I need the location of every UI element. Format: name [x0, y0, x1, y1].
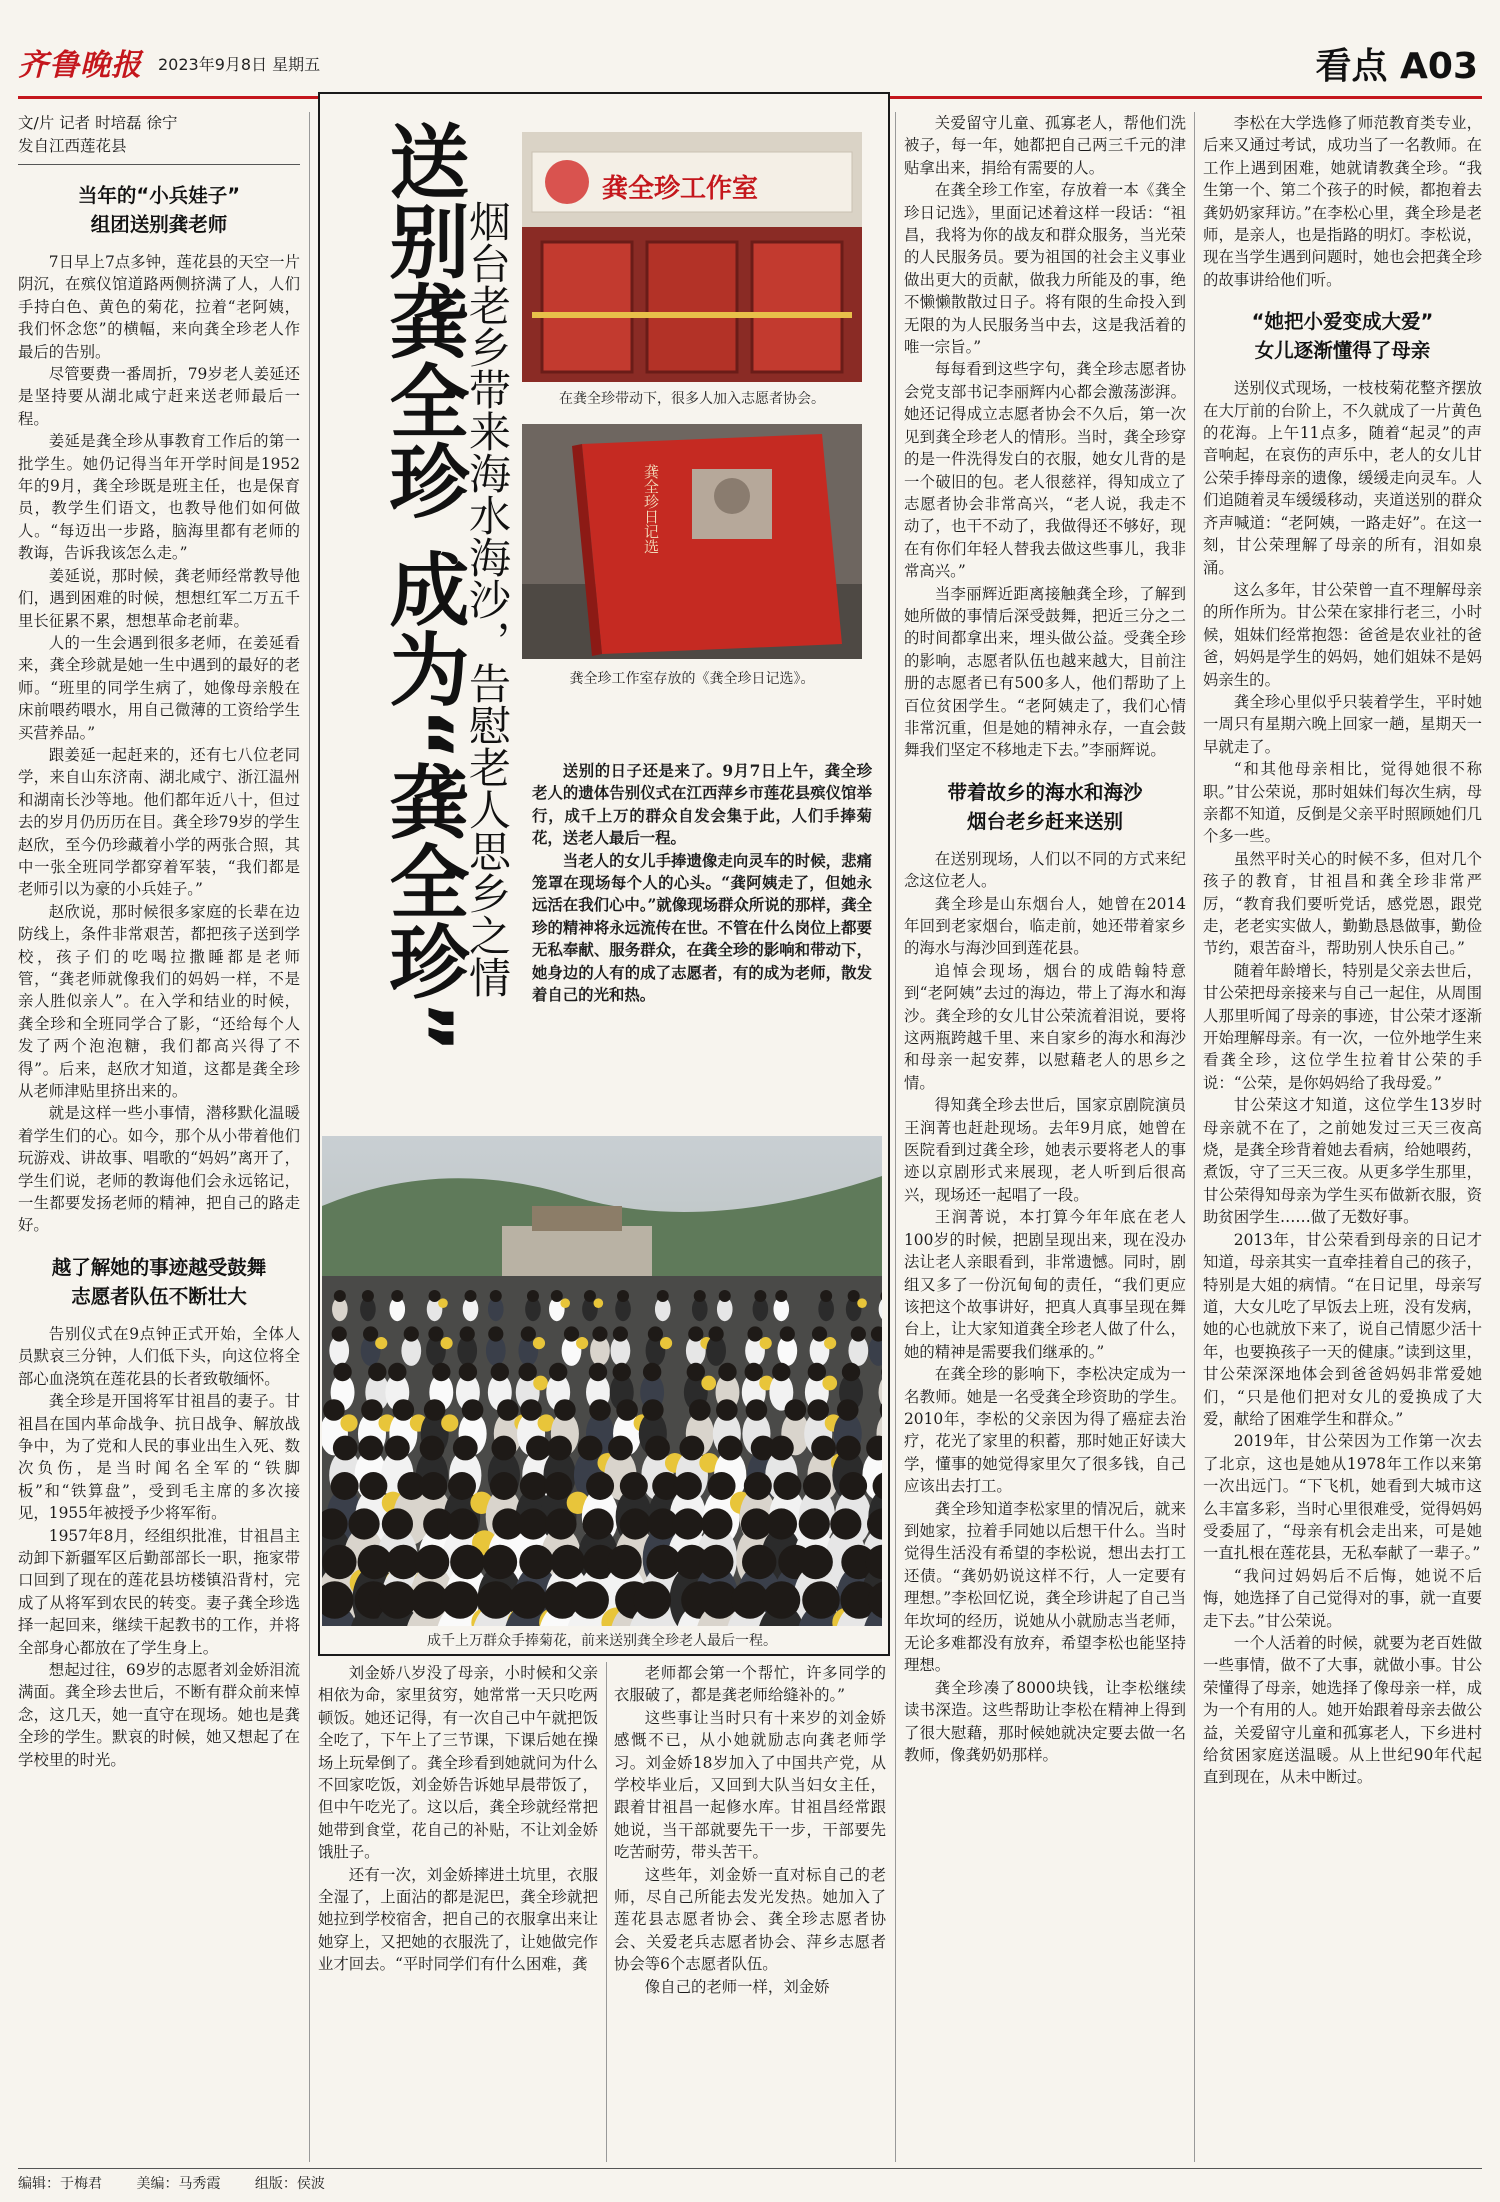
crowd-head — [334, 1290, 346, 1302]
crowd-head — [837, 1399, 859, 1421]
crowd-head — [332, 1326, 347, 1341]
photo-workroom — [522, 132, 862, 382]
layout-credit: 组版：侯波 — [254, 2176, 325, 2192]
paragraph: 这么多年，甘公荣曾一直不理解母亲的所作所为。甘公荣在家排行老三，小时候，姐妹们经常抱怨：爸爸是农业社的爸爸，妈妈是学生的妈妈，她们姐妹不是妈妈亲生的。 — [1203, 580, 1482, 689]
chrysanthemum — [857, 1298, 867, 1308]
crowd-head — [582, 1508, 613, 1539]
crowd-head — [775, 1290, 787, 1302]
crowd-head — [359, 1472, 387, 1500]
paragraph: 2019年，甘公荣因为工作第一次去了北京，这也是她从1978年工作以来第一次出远门。“下飞机，她看到大城市这么丰富多彩，当时心里很难受，觉得妈妈受委屈了，“母亲有机会走出来，可是她一直扎根在莲花县，无私奉献了一辈子。” — [1203, 1432, 1482, 1563]
crowd-head — [694, 1290, 706, 1302]
crowd-head — [718, 1363, 736, 1381]
crowd-head — [448, 1472, 476, 1500]
paragraph: 得知龚全珍去世后，国家京剧院演员王润菁也赶赴现场。去年9月底，她曾在医院看到过龚全珍，她表示要将老人的事迹以京剧形式来展现，老人听到后很高兴，现场还一起唱了一段。 — [904, 1096, 1186, 1204]
paragraph: 2013年，甘公荣看到母亲的日记才知道，母亲其实一直牵挂着自己的孩子，特别是大姐的病情。“在日记里，母亲写道，大女儿吃了早饭去上班，没有发病，她的心也就放下来了，说自己情愿少活十年，也要换孩子一天的健康。”读到这里，甘公荣深深地体会到爸爸妈妈非常爱她们，“只是他们把对女儿的爱换成了大爱，献给了困难学生和群众。” — [1203, 1230, 1482, 1428]
editor-credit: 编辑：于梅君 — [18, 2176, 102, 2192]
column-divider — [309, 112, 310, 2162]
crowd-head — [361, 1399, 383, 1421]
crowd-head — [589, 1399, 611, 1421]
crowd-head — [803, 1472, 831, 1500]
crowd-head — [547, 1436, 572, 1461]
subheading-3: 带着故乡的海水和海沙 烟台老乡赶来送别 — [947, 780, 1143, 833]
crowd-head — [322, 1545, 356, 1579]
crowd-head — [348, 1508, 379, 1539]
paragraph: 龚全珍知道李松家里的情况后，就来到她家，拉着手同她以后想干什么。当时觉得生活没有希望的李松说，想出去打工还债。“龚奶奶说这样不行，人一定要有理想。”李松回忆说，龚全珍讲起了自己当年坎坷的经历，说她从小就励志当老师，无论多难都没有放弃，希望李松也能坚持理想。 — [904, 1499, 1186, 1675]
col1-a-paragraphs — [18, 251, 300, 1237]
crowd-head — [620, 1508, 651, 1539]
crowd-head — [527, 1290, 539, 1302]
paragraph: 追悼会现场，烟台的成皓翰特意到“老阿姨”去过的海边，带上了海水和海沙。龚全珍的女儿甘公荣流着泪说，要将这两瓶跨越千里、来自家乡的海水和海沙和母亲一起安葬，以慰藉老人的思乡之情。 — [904, 961, 1186, 1092]
chrysanthemum — [824, 1337, 836, 1349]
byline: 文/片 记者 时培磊 徐宁 发自江西莲花县 — [18, 112, 300, 165]
subheading-1: 当年的“小兵娃子” 组团送别龚老师 — [77, 184, 241, 236]
crowd-head — [441, 1581, 479, 1619]
crowd-head — [368, 1363, 386, 1381]
crowd-head — [526, 1436, 551, 1461]
page-footer — [18, 2168, 1482, 2193]
paragraph: 就是这样一些小事情，潜移默化温暖着学生们的心。如今，那个从小带着他们玩游戏、讲故事、唱歌的“妈妈”离开了，学生们说，老师的教诲他们会永远铭记，一生都要发扬老师的精神，把自己的路走好。 — [18, 1104, 300, 1235]
crowd-head — [836, 1436, 861, 1461]
col5-b-paragraphs — [1203, 377, 1482, 1789]
crowd-head — [839, 1472, 867, 1500]
crowd-head — [491, 1436, 516, 1461]
crowd-head — [589, 1363, 607, 1381]
crowd-head — [772, 1363, 790, 1381]
paragraph: 甘公荣这才知道，这位学生13岁时母亲就不在了，之前她发过三天三夜高烧，是龚全珍背着她去看病，给她喂药，煮饭，守了三天三夜。从更多学生那里，甘公荣得知母亲为学生买布做新衣服，资助贫困学生……做了无数好事。 — [1203, 1096, 1482, 1227]
photo-caption-3: 成千上万群众手捧菊花，前来送别龚全珍老人最后一程。 — [427, 1633, 777, 1649]
newspaper-logo: 齐鲁晚报 — [18, 48, 142, 83]
crowd-head — [453, 1436, 478, 1461]
paragraph: 人的一生会遇到很多老师，在姜延看来，龚全珍就是她一生中遇到的最好的老师。“班里的同学生病了，她像母亲般在床前喂药喂水，用自己微薄的工资给学生买营养品。” — [18, 633, 300, 742]
crowd-head — [391, 1290, 403, 1302]
crowd-head — [519, 1545, 553, 1579]
crowd-head — [716, 1399, 738, 1421]
paragraph: 龚全珍是开国将军甘祖昌的妻子。甘祖昌在国内革命战争、抗日战争、解放战争中，为了党和人民的事业出生入死、数次负伤，是当时闻名全军的“铁脚板”和“铁算盘”，受到毛主席的多次接见，1955年被授予少将军衔。 — [18, 1392, 300, 1523]
photo-caption-1: 在龚全珍带动下，很多人加入志愿者协会。 — [559, 391, 825, 407]
crowd-head — [432, 1363, 450, 1381]
paragraph: 在送别现场，人们以不同的方式来纪念这位老人。 — [904, 849, 1186, 891]
crowd-head — [830, 1508, 861, 1539]
crowd-head — [592, 1326, 607, 1341]
crowd-head — [550, 1545, 584, 1579]
crowd-head — [613, 1326, 628, 1341]
chrysanthemum — [375, 1337, 387, 1349]
paragraph: 当老人的女儿手捧遗像走向灵车的时候，悲痛笼罩在现场每个人的心头。“龚阿姨走了，但她永远活在我们心中。”就像现场群众所说的那样，龚全珍的精神将永远流传在世。不管在什么岗位上都要无私奉献、服务群众，在龚全珍的影响和带动下，她身边的人有的成了志愿者，有的成为老师，散发着自己的光和热。 — [532, 851, 872, 1005]
chrysanthemum — [760, 1337, 772, 1349]
crowd-head — [586, 1472, 614, 1500]
crowd-head — [518, 1363, 536, 1381]
crowd-head — [648, 1326, 663, 1341]
crowd-head — [571, 1581, 609, 1619]
crowd-head — [450, 1545, 484, 1579]
paragraph: 送别的日子还是来了。9月7日上午，龚全珍老人的遗体告别仪式在江西萍乡市莲花县殡仪馆举行，成千上万的群众自发会集于此，人们手捧菊花，送老人最后一程。 — [532, 762, 872, 848]
paragraph: 王润菁说，本打算今年年底在老人100岁的时候，把剧呈现出来，现在没办法让老人亲眼看到，非常遗憾。同时，剧组又多了一份沉甸甸的责任，“我们更应该把这个故事讲好，把真人真事呈现在舞台上，让大家知道龚全珍老人做了什么，她的精神是需要我们继承的。” — [904, 1208, 1186, 1361]
crowd-head — [798, 1545, 832, 1579]
crowd-head — [497, 1399, 519, 1421]
crowd-head — [785, 1399, 807, 1421]
crowd-head — [642, 1399, 664, 1421]
crowd-head — [657, 1290, 669, 1302]
crowd-head — [616, 1399, 638, 1421]
crowd-head — [745, 1363, 763, 1381]
crowd-head — [460, 1326, 475, 1341]
paragraph: 告别仪式在9点钟正式开始，全体人员默哀三分钟，人们低下头，向这位将全部心血浇筑在莲花县的长者致敬缅怀。 — [18, 1324, 300, 1388]
crowd-head — [385, 1436, 410, 1461]
crowd-head — [465, 1290, 477, 1302]
chrysanthemum — [340, 1414, 357, 1431]
crowd-head — [520, 1399, 542, 1421]
crowd-head — [420, 1436, 445, 1461]
crowd-head — [688, 1326, 703, 1341]
crowd-head — [744, 1472, 772, 1500]
paragraph: 老师都会第一个帮忙，许多同学的衣服破了，都是龚老师给缝补的。” — [614, 1664, 886, 1705]
paragraph: 在龚全珍的影响下，李松决定成为一名教师。她是一名受龚全珍资助的学生。2010年，李松的父亲因为得了癌症去治疗，花光了家里的积蓄，那时她正好读大学，懂事的她觉得家里欠了很多钱，自己应该出去打工。 — [904, 1365, 1186, 1496]
diary-book-illustration — [522, 424, 862, 659]
column-divider — [895, 112, 896, 2162]
paragraph: 跟姜延一起赶来的，还有七八位老同学，来自山东济南、湖北咸宁、浙江温州和湖南长沙等地。他们都年近八十，但过去的岁月仍历历在目。龚全珍79岁的学生赵欣，至今仍珍藏着小学的两张合照，其中一张全班同学都穿着军装，“我们都是老师引以为豪的小兵娃子。” — [18, 745, 300, 899]
crowd-head — [780, 1326, 795, 1341]
crowd-head — [699, 1545, 733, 1579]
paragraph: 刘金娇八岁没了母亲，小时候和父亲相依为命，家里贫穷，她常常一天只吃两顿饭。她还记得，有一次自己中午就把饭全吃了，下午上了三节课，下课后她在操场上玩晕倒了。龚全珍看到她就问为什么不回家吃饭，刘金娇告诉她早晨带饭了，但中午吃光了。这以后，龚全珍就经常把她带到食堂，花自己的补贴，不让刘金娇饿肚子。 — [318, 1664, 598, 1862]
paragraph: 1957年8月，经组织批准，甘祖昌主动卸下新疆军区后勤部部长一职，拖家带口回到了现在的莲花县坊楼镇沿背村，完成了从将军到农民的转变。妻子龚全珍选择一起回来，继续干起教书的工作，并将全部身心都放在了学生身上。 — [18, 1526, 300, 1657]
photo-caption-2: 龚全珍工作室存放的《龚全珍日记选》。 — [569, 671, 815, 687]
crowd-head — [802, 1581, 840, 1619]
chrysanthemum — [701, 1376, 716, 1391]
crowd-head — [608, 1436, 633, 1461]
crowd-head — [746, 1399, 768, 1421]
crowd-head — [388, 1363, 406, 1381]
paragraph: 这些年，刘金娇一直对标自己的老师，尽自己所能去发光发热。她加入了莲花县志愿者协会、龚全珍志愿者协会、关爱老兵志愿者协会、萍乡志愿者协会等6个志愿者队伍。 — [614, 1865, 886, 1974]
crowd-head — [331, 1472, 359, 1500]
chrysanthemum — [576, 1337, 588, 1349]
diary-book-title: 龚全珍日记选 — [642, 464, 660, 554]
crowd-head — [584, 1290, 596, 1302]
crowd-head — [811, 1436, 836, 1461]
crowd-head — [719, 1290, 731, 1302]
crowd-head — [382, 1508, 413, 1539]
paragraph: 一个人活着的时候，就要为老百姓做一些事情，做不了大事，就做小事。甘公荣懂得了母亲，她选择了像母亲一样，成为一个有用的人。她开始跟着母亲去做公益，关爱留守儿童和孤寡老人，下乡进村给贫困家庭送温暖。从上世纪90年代起直到现在，从未中断过。 — [1203, 1634, 1482, 1787]
paragraph: 7日早上7点多钟，莲花县的天空一片阴沉，在殡仪馆道路两侧挤满了人，人们手持白色、黄色的菊花，拉着“老阿姨，我们怀念您”的横幅，来向龚全珍老人作最后的告别。 — [18, 253, 300, 361]
paragraph: 送别仪式现场，一枝枝菊花整齐摆放在大厅前的台阶上，不久就成了一片黄色的花海。上午11点多，随着“起灵”的声音响起，在哀伤的声乐中，老人的女儿甘公荣手捧母亲的遗像，缓缓走向灵车。人们追随着灵车缓缓移动，夹道送别的群众齐声喊道：“老阿姨，一路走好”。在这一刻，甘公荣理解了母亲的所有，泪如泉涌。 — [1203, 379, 1482, 577]
col4-b-paragraphs — [904, 848, 1186, 1767]
paragraph: 虽然平时关心的时候不多，但对几个孩子的教育，甘祖昌和龚全珍非常严厉，“教育我们要听党话，感党恩，跟党走，老老实实做人，勤勤恳恳做事，勤俭节约，艰苦奋斗，帮助别人快乐自己。” — [1203, 849, 1482, 958]
crowd-head — [447, 1508, 478, 1539]
paragraph: 龚全珍是山东烟台人，她曾在2014年回到老家烟台，临走前，她还带着家乡的海水与海沙回到莲花县。 — [904, 894, 1186, 958]
issue-date: 2023年9月8日 星期五 — [158, 55, 321, 74]
crowd-head — [429, 1290, 441, 1302]
crowd-head — [617, 1290, 629, 1302]
crowd-head — [701, 1508, 732, 1539]
crowd-head — [708, 1472, 736, 1500]
paragraph: 尽管要费一番周折，79岁老人姜延还是坚持要从湖北咸宁赶来送老师最后一程。 — [18, 365, 300, 428]
chrysanthemum — [441, 1414, 458, 1431]
crowd-head — [851, 1326, 866, 1341]
crowd-head — [754, 1290, 766, 1302]
crowd-head — [672, 1508, 703, 1539]
crowd-head — [393, 1399, 415, 1421]
crowd-head — [773, 1472, 801, 1500]
crowd-head — [462, 1399, 484, 1421]
paragraph: 在龚全珍工作室，存放着一本《龚全珍日记选》，里面记述着这样一段话：“祖昌，我将为你的战友和群众服务，当光荣的人民服务员。要为祖国的社会主义事业做出更大的贡献，做我力所能及的事，绝不懒懒散散过日子。将有限的生命投入到无限的为人民服务当中去，这是我活着的唯一宗旨。” — [904, 181, 1186, 357]
column-divider — [1194, 112, 1195, 2162]
crowd-head — [674, 1472, 702, 1500]
paragraph: 姜延说，那时候，龚老师经常教导他们，遇到困难的时候，想想红军二万五千里长征累不累，想想革命老前辈。 — [18, 566, 300, 630]
crowd-head — [812, 1326, 827, 1341]
crowd-head — [766, 1508, 797, 1539]
crowd-head — [645, 1436, 670, 1461]
photo-crowd — [322, 1136, 882, 1626]
paragraph: 姜延是龚全珍从事教育工作后的第一批学生。她仍记得当年开学时间是1952年的9月，龚全珍既是班主任，也是保育员，教学生们语文，也教导他们如何做人。“每迈出一步路，脑海里都有老师的教诲，告诉我该怎么走。” — [18, 432, 300, 563]
paragraph: 还有一次，刘金娇摔进土坑里，衣服全湿了，上面沾的都是泥巴，龚全珍就把她拉到学校宿舍，把自己的衣服拿出来让她穿上，又把她的衣服洗了，让她做完作业才回去。“平时同学们有什么困难，龚 — [318, 1865, 598, 1974]
section-label: 看点 A03 — [1315, 46, 1478, 87]
crowd-head — [620, 1472, 648, 1500]
column-5 — [1203, 112, 1482, 1789]
crowd-head — [799, 1508, 830, 1539]
headline: 送别龚全珍 成为“龚全珍” — [376, 120, 469, 1054]
paragraph: “和其他母亲相比，觉得她很不称职。”甘公荣说，那时姐妹们每次生病，母亲都不知道，反倒是父亲平时照顾她们几个多一些。 — [1203, 760, 1482, 846]
paragraph: “我问过妈妈后不后悔，她说不后悔，她选择了自己觉得对的事，就一直要走下去。”甘公荣说。 — [1203, 1566, 1482, 1630]
crowd-head — [483, 1545, 517, 1579]
workroom-sign-text: 龚全珍工作室 — [602, 174, 759, 204]
col4-paragraphs — [904, 112, 1186, 762]
crowd-head — [491, 1363, 509, 1381]
crowd-head — [554, 1399, 576, 1421]
crowd-head — [763, 1581, 801, 1619]
crowd-head — [709, 1326, 724, 1341]
crowd-head — [633, 1581, 671, 1619]
paragraph: 随着年龄增长，特别是父亲去世后，甘公荣把母亲接来与自己一起住，从周围人那里听闻了母亲的事迹，甘公荣才逐渐开始理解母亲。有一次，一位外地学生来看龚全珍，这位学生拉着甘公荣的手说：“公荣，是你妈妈给了我母爱。” — [1203, 961, 1482, 1092]
crowd-head — [490, 1472, 518, 1500]
crowd-head — [415, 1545, 449, 1579]
crowd-head — [428, 1326, 443, 1341]
paragraph: 关爱留守儿童、孤寡老人，帮他们洗被子，每一年，她都把自己两三千元的津贴拿出来，捐给有需要的人。 — [904, 114, 1186, 177]
crowd-head — [718, 1436, 743, 1461]
paragraph: 当李丽辉近距离接触龚全珍，了解到她所做的事情后深受鼓舞，把近三分之二的时间都拿出来，埋头做公益。受龚全珍的影响，志愿者队伍也越来越大，目前注册的志愿者已有500多人，他们帮助了上百位贫困学生。“老阿姨走了，我们心情非常沉重，但是她的精神永存，一直会鼓舞我们坚定不移地走下去。”李丽辉说。 — [904, 584, 1186, 760]
chrysanthemum — [560, 1298, 570, 1308]
paragraph: 李松在大学选修了师范教育类专业，后来又通过考试，成功当了一名教师。在工作上遇到困难，她就请教龚全珍。“我生第一个、第二个孩子的时候，都抱着去龚奶奶家拜访。”在李松心里，龚全珍是老师，是亲人，也是指路的明灯。李松说，现在当学生遇到问题时，她也会把龚全珍的故事讲给他们听。 — [1203, 114, 1482, 289]
crowd-head — [333, 1436, 358, 1461]
crowd-head — [643, 1363, 661, 1381]
column-2-bottom — [318, 1662, 598, 1976]
crowd-head — [551, 1290, 563, 1302]
crowd-head — [578, 1436, 603, 1461]
crowd-head — [518, 1508, 549, 1539]
chrysanthemum — [438, 1298, 448, 1308]
col1-b-paragraphs — [18, 1323, 300, 1771]
crowd-head — [564, 1326, 579, 1341]
crowd-head — [362, 1290, 374, 1302]
paragraph: 龚全珍心里似乎只装着学生，平时她一周只有星期六晚上回家一趟，星期天一早就走了。 — [1203, 692, 1482, 756]
subheading-4: “她把小爱变成大爱” 女儿逐渐懂得了母亲 — [1251, 310, 1434, 363]
photo-diary-book — [522, 424, 862, 659]
crowd-head — [545, 1508, 576, 1539]
crowd-head — [613, 1363, 631, 1381]
crowd-head — [521, 1326, 536, 1341]
crowd-head — [419, 1472, 447, 1500]
chrysanthemum — [440, 1337, 452, 1349]
crowd-head — [520, 1472, 548, 1500]
paragraph: 赵欣说，那时候很多家庭的长辈在边防线上，条件非常艰苦，都把孩子送到学校，孩子们的吃喝拉撒睡都是老师管，“龚老师就像我们的妈妈一样，不是亲人胜似亲人”。在入学和结业的时候，龚全珍和全班同学合了影，“还给每个人发了两个泡泡糖，我们都高兴得了不得”。后来，赵欣才知道，这都是龚全珍从老师津贴里挤出来的。 — [18, 902, 300, 1101]
crowd-head — [848, 1290, 860, 1302]
crowd-head — [808, 1363, 826, 1381]
crowd-head — [459, 1363, 477, 1381]
crowd-head — [689, 1399, 711, 1421]
subheading-2: 越了解她的事迹越受鼓舞 志愿者队伍不断壮大 — [51, 1255, 267, 1308]
crowd-head — [820, 1290, 832, 1302]
crowd-head — [358, 1436, 383, 1461]
column-4 — [904, 112, 1186, 1766]
crowd-head — [679, 1436, 704, 1461]
chrysanthemum — [533, 1337, 545, 1349]
crowd-head — [544, 1472, 572, 1500]
crowd-head — [549, 1363, 567, 1381]
paragraph: 这些事让当时只有十来岁的刘金娇感慨不已，从小她就励志向龚老师学习。刘金娇18岁加入了中国共产党，从学校毕业后，又回到大队当妇女主任，跟着甘祖昌一起修水库。甘祖昌经常跟她说，当干部就要先干一步，干部要先吃苦耐劳，带头苦干。 — [614, 1708, 886, 1862]
crowd-head — [742, 1545, 776, 1579]
crowd-head — [490, 1290, 502, 1302]
col5-a-paragraphs — [1203, 112, 1482, 291]
crowd-head — [323, 1399, 345, 1421]
column-1 — [18, 112, 300, 1771]
crowd-illustration — [322, 1136, 882, 1626]
chrysanthemum — [594, 1298, 604, 1308]
paragraph: 想起过往，69岁的志愿者刘金娇泪流满面。龚全珍去世后，不断有群众前来悼念，这几天，她一直守在现场。她也是龚全珍的学生。默哀的时候，她又想起了在学校里的时光。 — [18, 1660, 300, 1769]
chrysanthemum — [822, 1376, 837, 1391]
crowd-head — [607, 1545, 641, 1579]
crowd-head — [769, 1436, 794, 1461]
paragraph: 每每看到这些字句，龚全珍志愿者协会党支部书记李丽辉内心都会激荡澎湃。她还记得成立志愿者协会不久后，第一次见到龚全珍老人的情形。当时，龚全珍穿的是一件洗得发白的衣服，她女儿背的是一个破旧的包。老人很慈祥，得知成立了志愿者协会非常高兴，“老人说，我走不动了，也干不动了，我做得还不够好，现在有你们年轻人替我去做这些事儿，我非常高兴。” — [904, 360, 1186, 581]
crowd-head — [509, 1581, 547, 1619]
crowd-head — [404, 1326, 419, 1341]
crowd-head — [747, 1326, 762, 1341]
crowd-head — [488, 1326, 503, 1341]
column-3-bottom — [614, 1662, 886, 1998]
crowd-head — [363, 1326, 378, 1341]
column-divider — [606, 1662, 607, 2162]
chrysanthemum — [533, 1376, 548, 1391]
designer-credit: 美编：马秀霞 — [136, 2176, 221, 2192]
crowd-head — [424, 1399, 446, 1421]
paragraph: 龚全珍凑了8000块钱，让李松继续读书深造。这些帮助让李松在精神上得到了很大慰藉，那时候她就决定要去做一名教师，像龚奶奶那样。 — [904, 1678, 1186, 1765]
subheadline: 烟台老乡带来海水海沙，告慰老人思乡之情 — [463, 200, 512, 998]
crowd-head — [687, 1363, 705, 1381]
chrysanthemum — [660, 1337, 672, 1349]
crowd-head — [379, 1581, 417, 1619]
paragraph: 像自己的老师一样，刘金娇 — [644, 1977, 830, 1996]
crowd-head — [333, 1363, 351, 1381]
lead-text — [532, 760, 872, 1006]
crowd-head — [842, 1363, 860, 1381]
crowd-head — [807, 1399, 829, 1421]
